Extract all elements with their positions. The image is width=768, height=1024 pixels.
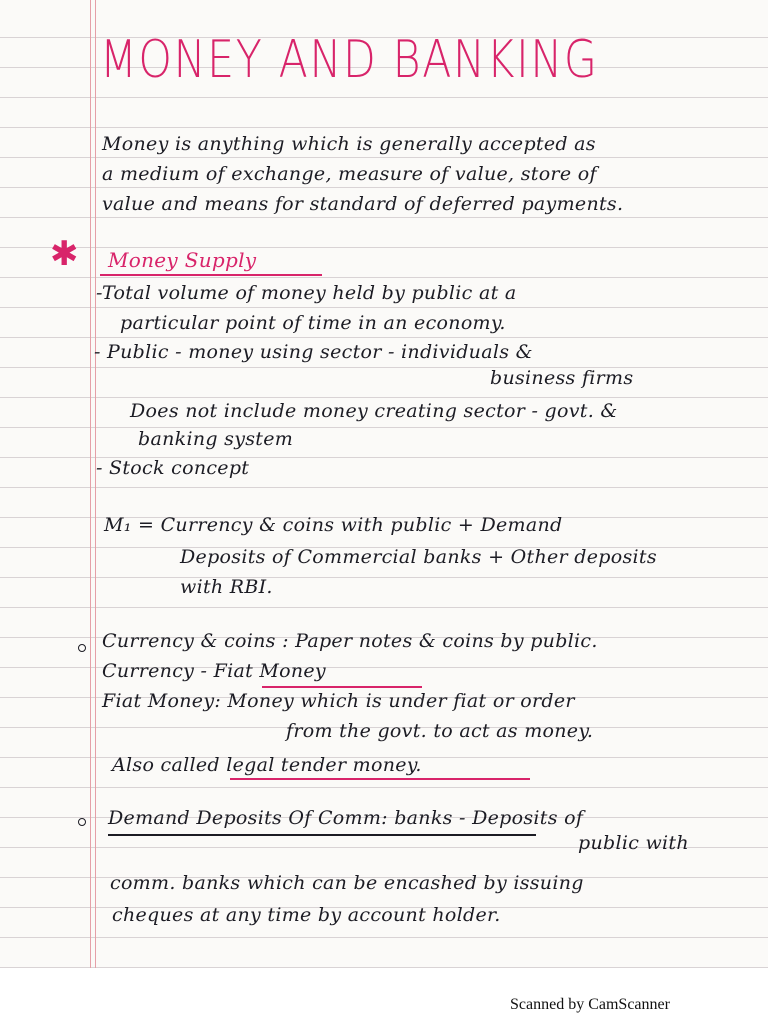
money-supply-line: - Stock concept bbox=[96, 457, 250, 479]
currency-line: Currency - Fiat Money bbox=[102, 660, 326, 682]
heading-underline bbox=[100, 274, 322, 276]
currency-line: from the govt. to act as money. bbox=[286, 720, 594, 742]
money-supply-line: Does not include money creating sector - govt. & bbox=[130, 400, 618, 422]
definition-line-2: a medium of exchange, measure of value, store of bbox=[102, 163, 597, 185]
bullet-icon bbox=[78, 644, 86, 652]
m1-line-2: Deposits of Commercial banks + Other deposits bbox=[180, 546, 657, 568]
currency-line: Also called legal tender money. bbox=[112, 754, 422, 776]
margin-line bbox=[95, 0, 96, 968]
margin-line bbox=[90, 0, 91, 968]
money-supply-line: business firms bbox=[490, 367, 634, 389]
money-supply-line: - Public - money using sector - individuals & bbox=[94, 341, 533, 363]
definition-line-1: Money is anything which is generally accepted as bbox=[102, 133, 596, 155]
currency-line: Currency & coins : Paper notes & coins by public. bbox=[102, 630, 598, 652]
section-heading-money-supply: Money Supply bbox=[108, 248, 257, 272]
money-supply-line: particular point of time in an economy. bbox=[120, 312, 506, 334]
m1-line-3: with RBI. bbox=[180, 576, 273, 598]
demand-deposits-line: cheques at any time by account holder. bbox=[112, 904, 501, 926]
demand-deposits-line: public with bbox=[578, 832, 689, 854]
money-supply-line: -Total volume of money held by public at a bbox=[96, 282, 517, 304]
legal-tender-underline bbox=[230, 778, 530, 780]
page-title: MONEY AND BANKING bbox=[100, 30, 599, 90]
definition-line-3: value and means for standard of deferred payments. bbox=[102, 193, 624, 215]
asterisk-icon: ✱ bbox=[50, 234, 79, 274]
money-supply-line: banking system bbox=[138, 428, 294, 450]
bullet-icon bbox=[78, 818, 86, 826]
m1-line-1: M₁ = Currency & coins with public + Demand bbox=[104, 514, 563, 536]
demand-deposits-line: comm. banks which can be encashed by issuing bbox=[110, 872, 584, 894]
demand-deposits-line: Demand Deposits Of Comm: banks - Deposits of bbox=[108, 807, 584, 829]
demand-deposits-underline bbox=[108, 834, 536, 836]
currency-line: Fiat Money: Money which is under fiat or order bbox=[102, 690, 575, 712]
fiat-money-underline bbox=[262, 686, 422, 688]
scanner-watermark: Scanned by CamScanner bbox=[510, 996, 670, 1013]
